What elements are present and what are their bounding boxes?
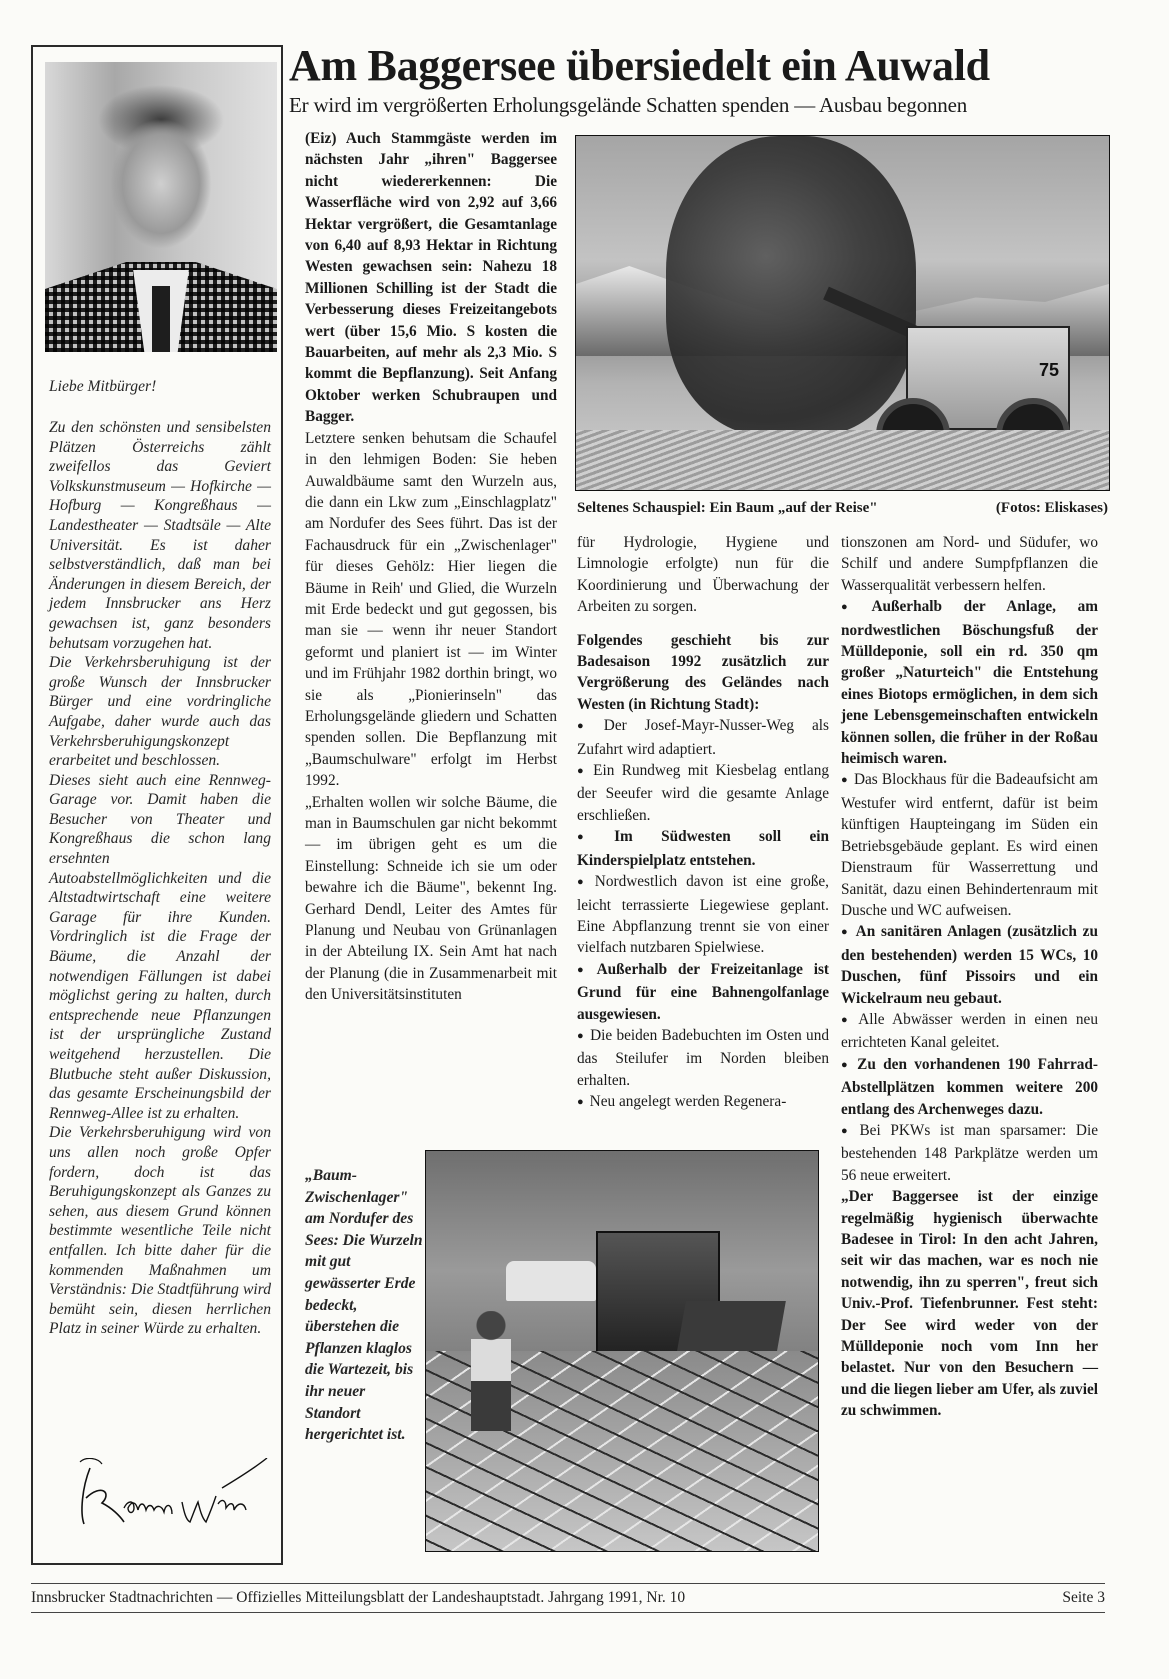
footer-page-number: Seite 3 <box>1062 1589 1105 1606</box>
article-paragraph: tionszonen am Nord- und Südufer, wo Schilf und andere Sumpfpflanzen die Wasserqualität verbessern helfen. <box>841 534 1098 594</box>
editorial-greeting: Liebe Mitbürger! <box>49 378 157 395</box>
article-headline: Am Baggersee übersiedelt ein Auwald <box>289 41 990 90</box>
bullet-item: ● Nordwestlich davon ist eine große, leicht terrassierte Liegewiese geplant. Eine Abpflanzung trennt sie von einer vielfach nutzbaren Spielwiese. <box>577 871 829 959</box>
editorial-paragraph: Die Verkehrsberuhigung ist der große Wunsch der Innsbrucker Bürger und eine vordringliche Aufgabe, daher wurde auch das Verkehrsberuhigungskonzept erarbeitet und beschlossen. <box>49 654 271 770</box>
article-paragraph: Letztere senken behutsam die Schaufel in den lehmigen Boden: Sie heben Auwaldbäume samt den Wurzeln aus, die dann ein Lkw zum „Einschlagplatz" am Nordufer des Sees führt. Das ist der Fachausdruck für ein „Zwischenlager" für dieses Gehölz: Hier liegen die Bäume in Reih' und Glied, die Wurzeln mit Erde bedeckt und gut gegossen, bis man sie — wenn ihr neuer Standort geformt und planiert ist — im Winter und im Frühjahr 1982 dorthin bringt, wo sie als „Pionierinseln" das Erholungsgelände gliedern und Schatten spenden sollen. Die Bepflanzung mit „Baumschulware" erfolgt im Herbst 1992. <box>305 429 557 790</box>
bullet-item: ● Neu angelegt werden Regenera- <box>577 1091 829 1114</box>
tie <box>152 286 171 352</box>
bullet-item: ● An sanitären Anlagen (zusätzlich zu den bestehenden) werden 15 WCs, 10 Duschen, fünf Pissoirs und ein Wickelraum neu gebaut. <box>841 921 1098 1009</box>
editorial-paragraph: Zu den schönsten und sensibelsten Plätzen Österreichs zählt zweifellos das Geviert Volkskunstmuseum — Hofkirche — Hofburg — Kongreßhaus — Landestheater — Stadtsäle — Alte Universität. Es ist daher selbstverständlich, daß man bei Änderungen in diesem Bereich, der jedem Innsbrucker ans Herz gewachsen ist, ganz besonders behutsam vorzugehen hat. <box>49 419 271 652</box>
ground <box>576 430 1109 490</box>
bullet-item: ● Zu den vorhandenen 190 Fahrrad-Abstellplätzen kommen weitere 200 entlang des Archenweges dazu. <box>841 1054 1098 1120</box>
photo-loader-branches <box>425 1150 819 1552</box>
bullet-item: ● Alle Abwässer werden in einen neu errichteten Kanal geleitet. <box>841 1009 1098 1054</box>
bullet-item: ● Im Südwesten soll ein Kinderspielplatz entstehen. <box>577 826 829 871</box>
article-column-1 <box>305 128 557 1006</box>
bullet-item: ● Außerhalb der Freizeitanlage ist Grund für eine Bahnengolfanlage ausgewiesen. <box>577 959 829 1025</box>
photo-caption-text: Seltenes Schauspiel: Ein Baum „auf der Reise" <box>577 500 878 516</box>
bullet-item: ● Das Blockhaus für die Badeaufsicht am Westufer wird entfernt, dafür ist beim künftigen Haupteingang im Süden ein Betriebsgebäude geplant. Es wird einen Dienstraum für Wasserrettung und Sanität, dazu einen Behindertenraum mit Dusche und WC aufweisen. <box>841 769 1098 921</box>
photo-excavator-tree <box>575 135 1110 491</box>
article-column-3 <box>841 532 1098 1422</box>
article-subheadline: Er wird im vergrößerten Erholungsgelände Schatten spenden — Ausbau begonnen <box>289 93 968 117</box>
photo-caption-top <box>577 500 1108 517</box>
excavator-number: 75 <box>1039 360 1060 380</box>
bullet-item: ● Die beiden Badebuchten im Osten und das Steilufer im Norden bleiben erhalten. <box>577 1025 829 1091</box>
bullet-item: ● Bei PKWs ist man sparsamer: Die bestehenden 148 Parkplätze werden um 56 neue erweitert. <box>841 1120 1098 1186</box>
mayor-signature <box>72 1458 272 1528</box>
bullet-item: ● Ein Rundweg mit Kiesbelag entlang der Seeufer wird die gesamte Anlage erschließen. <box>577 760 829 826</box>
article-paragraph: für Hydrologie, Hygiene und Limnologie erfolgte) nun für die Koordinierung und Überwachung der Arbeiten zu sorgen. <box>577 534 829 616</box>
footer-publication: Innsbrucker Stadtnachrichten — Offizielles Mitteilungsblatt der Landeshauptstadt. Jahrgang 1991, Nr. 10 <box>31 1589 686 1606</box>
article-closing-quote: „Der Baggersee ist der einzige regelmäßig hygienisch überwachte Badesee in Tirol: In den acht Jahren, seit wir das machen, war es noch nie notwendig, ihn zu sperren", freut sich Univ.-Prof. Tiefenbrunner. Fest steht: Der See wird weder von der Mülldeponie noch vom Inn her belastet. Nur von den Besuchern — und die liegen lieber am Ufer, als zuviel zu schwimmen. <box>841 1188 1098 1420</box>
editorial-paragraph: Die Verkehrsberuhigung wird von uns allen noch große Opfer fordern, doch ist das Beruhigungskonzept als Ganzes zu sehen, aus diesem Grund können bestimmte wesentliche Teile nicht entfallen. Ich bitte daher für die kommenden Maßnahmen um Verständnis: Die Stadtführung wird bemüht sein, diesen herrlichen Platz in seiner Würde zu erhalten. <box>49 1124 271 1338</box>
editorial-letter <box>49 418 271 1339</box>
article-subhead: Folgendes geschieht bis zur Badesaison 1992 zusätzlich zur Vergrößerung des Geländes nach Westen (in Richtung Stadt): <box>577 631 829 713</box>
article-paragraph: „Erhalten wollen wir solche Bäume, die man in Baumschulen gar nicht bekommt — im übrigen geht es um die Einstellung: Schneide ich sie um oder bewahre ich die Bäume", bekennt Ing. Gerhard Dendl, Leiter des Amtes für Planung und Neubau von Grünanlagen in der Abteilung IX. Sein Amt hat nach der Planung (die in Zusammenarbeit mit den Universitätsinstituten <box>305 793 557 1004</box>
footer-rule <box>31 1583 1105 1584</box>
page-footer <box>31 1588 1105 1608</box>
van <box>506 1261 596 1301</box>
article-column-2 <box>577 532 829 1115</box>
editorial-paragraph: Dieses sieht auch eine Rennweg-Garage vor. Damit haben die Besucher von Theater und Kongreßhaus die schon lang ersehnten Autoabstellmöglichkeiten und die Altstadtwirtschaft eine weitere Garage für ihre Kunden. Vordringlich ist die Frage der Bäume, die Anzahl der notwendigen Fällungen ist dabei möglichst gering zu halten, durch entsprechende neue Pflanzungen ist der ursprüngliche Zustand weitgehend herzustellen. Die Blutbuche steht außer Diskussion, das gesamte Erscheinungsbild der Rennweg-Allee ist zu erhalten. <box>49 771 271 1122</box>
photo-caption-bottom: „Baum-Zwischenlager" am Nordufer des Sees: Die Wurzeln mit gut gewässerter Erde bedeckt, überstehen die Pflanzen klaglos die Wartezeit, bis ihr neuer Standort hergerichtet ist. <box>305 1167 423 1444</box>
footer-rule <box>31 1612 1105 1613</box>
tree <box>666 136 916 436</box>
photo-credit: (Fotos: Eliskases) <box>995 500 1108 516</box>
article-lead: (Eiz) Auch Stammgäste werden im nächsten Jahr „ihren" Baggersee nicht wiedererkennen: Die Wasserfläche wird von 2,92 auf 3,66 Hektar vergrößert, die Gesamtanlage von 6,40 auf 8,93 Hektar in Richtung Westen gewachsen sein: Nahezu 18 Millionen Schilling ist der Stadt die Verbesserung dieses Freizeitangebots wert (über 15,6 Mio. S kosten die Bauarbeiten, auf mehr als 2,3 Mio. S kommt die Bepflanzung). Seit Anfang Oktober werken Schubraupen und Bagger. <box>305 130 557 426</box>
loader-bucket <box>676 1301 786 1356</box>
bullet-item: ● Außerhalb der Anlage, am nordwestlichen Böschungsfuß der Mülldeponie, soll ein rd. 350 qm großer „Naturteich" die Entstehung eines Biotops ermöglichen, in dem sich jene Lebensgemeinschaften entwickeln können sollen, die früher in der Roßau heimisch waren. <box>841 596 1098 769</box>
bullet-item: ● Der Josef-Mayr-Nusser-Weg als Zufahrt wird adaptiert. <box>577 715 829 760</box>
worker <box>471 1311 511 1431</box>
mayor-portrait-photo <box>45 62 277 352</box>
